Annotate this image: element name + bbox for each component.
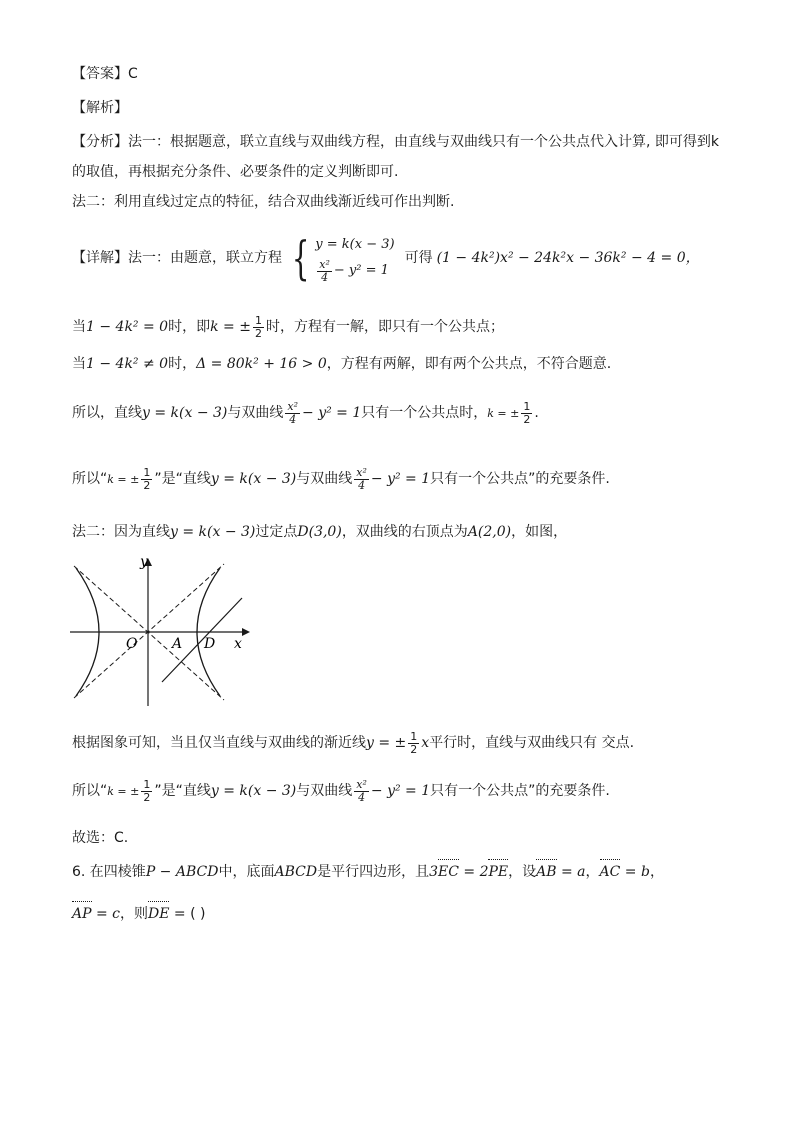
q6-vector-c: = c [91,906,121,922]
xiangjie-intro: 法一：由题意，联立方程 [128,250,282,266]
concl3-kden: 2 [143,790,151,804]
concl2-num: x² [356,465,367,479]
concl1-kden: 2 [523,412,531,426]
q6-mid: 中，底面 [218,864,275,880]
fa2-point-d: D(3,0) [297,524,342,540]
concl1-mid2: 只有一个公共点时， [361,405,488,421]
q6-vector-ab: AB [536,864,557,880]
q6-eq-sign: = 2 [458,864,489,880]
case1-k: k = ± [210,319,251,335]
concl2-kden: 2 [143,478,151,492]
system-eq-2 [315,258,394,284]
q6-mid2: 是平行四边形，且 [317,864,430,880]
case2-cond: 1 − 4k² ≠ 0 [86,356,169,372]
concl3-end: 只有一个公共点”的充要条件. [430,783,610,799]
q6-abcd: ABCD [274,864,318,880]
conclusion-3 [72,774,610,809]
conclusion-2 [72,462,610,497]
eq2-right: − y² = 1 [333,263,389,278]
case1-line [72,312,504,342]
concl2-k: k = ± [107,473,140,486]
concl3-knum: 1 [143,777,151,791]
fa2-line [72,522,567,542]
case2-mid: 时， [168,356,197,372]
point-a-label: A [172,636,183,652]
fenxi-line-3: 法二：利用直线过定点的特征，结合双曲线渐近线可作出判断. [72,194,455,210]
case1-num: 1 [254,313,262,327]
concl2-mid: ”是“直线 [154,471,211,487]
analysis-title: 【解析】 [72,100,128,116]
case1-cond: 1 − 4k² = 0 [86,319,169,335]
concl1-num: x² [287,399,299,413]
concl2-line-eq: y = k(x − 3) [210,471,297,487]
q6-pabcd: P − ABCD [145,864,219,880]
concl2-mid2: 与双曲线 [296,471,353,487]
choose-line: 故选：C. [72,830,129,846]
graph-note-den: 2 [410,742,418,756]
q6-tail: = ( ) [169,906,206,922]
y-label: y [140,556,148,570]
concl1-tail: − y² = 1 [302,405,362,421]
eq2-num: x² [319,257,330,271]
concl3-tail: − y² = 1 [370,783,431,799]
concl1-den: 4 [289,412,297,426]
graph-note-num: 1 [410,729,418,743]
q6-vector-de: DE [148,906,170,922]
concl1-knum: 1 [523,399,531,413]
concl2-tail: − y² = 1 [370,471,431,487]
answer-line [72,64,138,84]
q6-line2-mid: ，则 [120,906,149,922]
case1-den: 2 [254,326,262,340]
graph-note-end: 平行时，直线与双曲线只有 交点. [429,735,635,751]
concl2-knum: 1 [143,465,151,479]
eq2-den: 4 [321,270,329,284]
concl3-k: k = ± [107,785,140,798]
concl3-num: x² [356,777,367,791]
answer-value: C [128,66,138,82]
fa2-mid2: ，双曲线的右顶点为 [341,524,468,540]
fa2-vertex-a: A(2,0) [467,524,512,540]
case1-post: 时，方程有一解，即只有一个公共点； [265,319,504,335]
q6-ec-coef: 3 [429,864,438,880]
q6-comma: ， [649,864,664,880]
q6-mid3: ，设 [508,864,537,880]
fenxi-label: 【分析】 [72,134,128,150]
q6-vector-ec: EC [438,864,459,880]
concl2-den: 4 [358,478,366,492]
x-label: x [234,636,242,652]
q6-vector-pe: PE [488,864,509,880]
graph-note-var: x [421,735,430,751]
case2-delta: Δ = 80k² + 16 > 0 [196,356,327,372]
concl3-mid2: 与双曲线 [296,783,353,799]
q6-vector-ac: AC [599,864,621,880]
q6-vector-ap: AP [72,906,92,922]
concl1-end: . [534,405,539,421]
quadratic-result: (1 − 4k²)x² − 24k²x − 36k² − 4 = 0， [436,250,700,266]
concl3-pre: 所以“ [72,783,108,799]
conclusion-1 [72,396,539,431]
q6-line-1 [72,862,664,882]
concl2-end: 只有一个公共点”的充要条件. [430,471,610,487]
point-d-label: D [204,636,216,652]
fa2-end: ，如图， [511,524,568,540]
graph-note-pre: 根据图象可知，当且仅当直线与双曲线的渐近线 [72,735,366,751]
origin-label: O [126,636,138,652]
case2-line [72,354,611,374]
concl1-line-eq: y = k(x − 3) [142,405,228,421]
q6-line-2 [72,904,205,924]
concl1-mid: 与双曲线 [227,405,284,421]
q6-vector-b: = b [620,864,650,880]
concl1-k: k = ± [487,407,520,420]
case1-pre: 当 [72,319,86,335]
graph-note-line [72,728,634,758]
xiangjie-line [72,228,700,288]
hyperbola-figure [70,556,260,708]
fa2-mid: 过定点 [255,524,298,540]
q6-vector-a: = a [556,864,586,880]
system-eq-1: y = k(x − 3) [315,237,395,252]
concl2-pre: 所以“ [72,471,108,487]
fenxi-text-1: 法一：根据题意，联立直线与双曲线方程，由直线与双曲线只有一个公共点代入计算, 即可得到k [128,134,720,150]
case1-mid: 时，即 [168,319,211,335]
left-brace: { [291,231,310,285]
asymptote-2 [74,564,224,698]
concl1-pre: 所以，直线 [72,405,142,421]
concl3-mid: ”是“直线 [154,783,211,799]
fenxi-line-2: 的取值，再根据充分条件、必要条件的定义判断即可. [72,164,399,180]
fa2-line-eq: y = k(x − 3) [170,524,256,540]
graph-note-eq: y = ± [366,735,407,751]
concl3-den: 4 [358,790,366,804]
case2-pre: 当 [72,356,86,372]
asymptote-1 [74,566,224,700]
q6-pre: 6. 在四棱锥 [72,864,146,880]
case2-post: ，方程有两解，即有两个公共点，不符合题意. [326,356,612,372]
fenxi-line-1 [72,132,719,152]
q6-sep: ， [585,864,600,880]
fa2-pre: 法二：因为直线 [72,524,170,540]
equation-system [286,232,395,284]
xiangjie-label: 【详解】 [72,250,128,266]
x-axis-arrow [242,628,250,636]
answer-label: 【答案】 [72,66,128,82]
then-text: 可得 [404,250,433,266]
concl3-line-eq: y = k(x − 3) [210,783,297,799]
